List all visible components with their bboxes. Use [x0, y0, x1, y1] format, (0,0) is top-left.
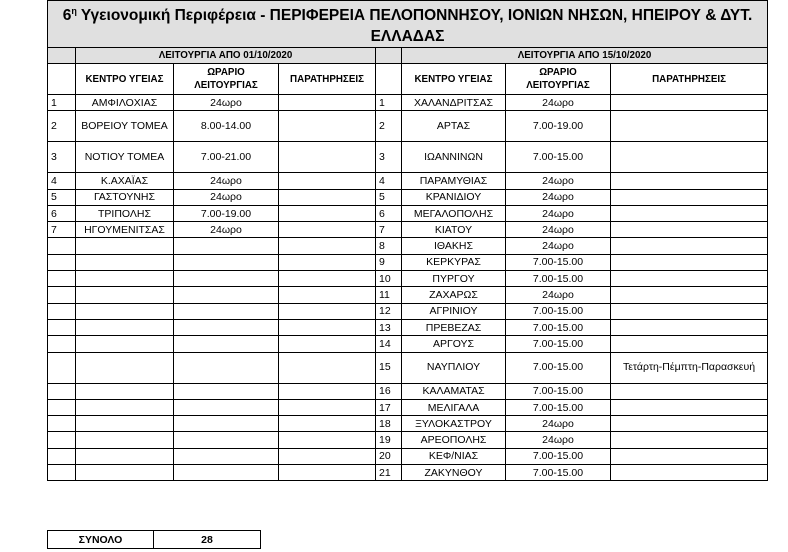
empty-cell	[279, 465, 376, 481]
center-name: ΙΘΑΚΗΣ	[402, 238, 506, 254]
operating-hours: 7.00-15.00	[506, 142, 611, 173]
center-name: ΑΓΡΙΝΙΟΥ	[402, 303, 506, 319]
center-name: Κ.ΑΧΑΪΑΣ	[76, 173, 174, 189]
empty-cell	[76, 319, 174, 335]
row-number: 6	[48, 205, 76, 221]
empty-cell	[48, 465, 76, 481]
center-name: ΠΑΡΑΜΥΘΙΑΣ	[402, 173, 506, 189]
empty-cell	[48, 383, 76, 399]
row-number: 3	[376, 142, 402, 173]
empty-cell	[174, 336, 279, 352]
center-name: ΒΟΡΕΙΟΥ ΤΟΜΕΑ	[76, 111, 174, 142]
empty-cell	[174, 352, 279, 383]
empty-cell	[279, 319, 376, 335]
empty-cell	[76, 432, 174, 448]
center-name: ΞΥΛΟΚΑΣΤΡΟΥ	[402, 416, 506, 432]
table-row	[48, 432, 768, 448]
empty-cell	[48, 254, 76, 270]
empty-cell	[279, 303, 376, 319]
empty-cell	[174, 319, 279, 335]
center-name: ΚΕΡΚΥΡΑΣ	[402, 254, 506, 270]
empty-cell	[279, 336, 376, 352]
center-name: ΑΡΓΟΥΣ	[402, 336, 506, 352]
notes-cell	[611, 383, 768, 399]
center-name: ΧΑΛΑΝΔΡΙΤΣΑΣ	[402, 95, 506, 111]
operating-hours: 7.00-15.00	[506, 383, 611, 399]
row-number: 11	[376, 287, 402, 303]
row-number: 13	[376, 319, 402, 335]
notes-cell	[279, 95, 376, 111]
table-row	[48, 383, 768, 399]
center-name: ΚΡΑΝΙΔΙΟΥ	[402, 189, 506, 205]
empty-cell	[76, 287, 174, 303]
empty-cell	[76, 416, 174, 432]
empty-cell	[48, 48, 76, 64]
row-number: 19	[376, 432, 402, 448]
notes-cell: Τετάρτη-Πέμπτη-Παρασκευή	[611, 352, 768, 383]
table-row	[48, 238, 768, 254]
row-number: 18	[376, 416, 402, 432]
row-number: 10	[376, 271, 402, 287]
empty-cell	[174, 448, 279, 464]
notes-cell	[279, 205, 376, 221]
empty-cell	[76, 352, 174, 383]
row-number: 5	[376, 189, 402, 205]
summary-row	[48, 531, 261, 549]
empty-cell	[279, 432, 376, 448]
center-name: ΜΕΛΙΓΑΛΑ	[402, 399, 506, 415]
notes-cell	[611, 336, 768, 352]
table-row	[48, 111, 768, 142]
notes-cell	[611, 205, 768, 221]
row-number: 9	[376, 254, 402, 270]
row-number: 2	[376, 111, 402, 142]
empty-cell	[279, 399, 376, 415]
notes-cell	[611, 465, 768, 481]
empty-cell	[174, 287, 279, 303]
row-number: 17	[376, 399, 402, 415]
center-name: ΜΕΓΑΛΟΠΟΛΗΣ	[402, 205, 506, 221]
table-row	[48, 287, 768, 303]
empty-cell	[174, 271, 279, 287]
empty-cell	[279, 448, 376, 464]
empty-cell	[174, 238, 279, 254]
row-number: 1	[48, 95, 76, 111]
row-number: 7	[376, 222, 402, 238]
notes-cell	[279, 173, 376, 189]
notes-cell	[611, 319, 768, 335]
row-number: 14	[376, 336, 402, 352]
row-number: 5	[48, 189, 76, 205]
row-number: 4	[376, 173, 402, 189]
table-row	[48, 352, 768, 383]
empty-cell	[48, 416, 76, 432]
row-number: 20	[376, 448, 402, 464]
table-row	[48, 142, 768, 173]
left-section-header: ΛΕΙΤΟΥΡΓΙΑ ΑΠΟ 01/10/2020	[76, 48, 376, 64]
notes-cell	[611, 287, 768, 303]
table-row	[48, 222, 768, 238]
center-name: ΤΡΙΠΟΛΗΣ	[76, 205, 174, 221]
empty-cell	[48, 319, 76, 335]
empty-cell	[174, 399, 279, 415]
center-name: ΠΡΕΒΕΖΑΣ	[402, 319, 506, 335]
row-number: 6	[376, 205, 402, 221]
operating-hours: 24ωρο	[506, 95, 611, 111]
section-header-row	[48, 48, 768, 64]
operating-hours: 24ωρο	[506, 432, 611, 448]
empty-cell	[48, 271, 76, 287]
empty-cell	[174, 254, 279, 270]
table-row	[48, 254, 768, 270]
row-number: 1	[376, 95, 402, 111]
notes-cell	[611, 254, 768, 270]
empty-cell	[279, 271, 376, 287]
notes-cell	[611, 448, 768, 464]
center-name: ΝΑΥΠΛΙΟΥ	[402, 352, 506, 383]
notes-cell	[279, 111, 376, 142]
operating-hours: 7.00-15.00	[506, 271, 611, 287]
table-row	[48, 448, 768, 464]
empty-cell	[76, 303, 174, 319]
notes-cell	[611, 189, 768, 205]
center-name: ΚΑΛΑΜΑΤΑΣ	[402, 383, 506, 399]
operating-hours: 8.00-14.00	[174, 111, 279, 142]
center-name: ΑΡΤΑΣ	[402, 111, 506, 142]
table-row	[48, 319, 768, 335]
notes-cell	[611, 399, 768, 415]
empty-cell	[279, 254, 376, 270]
center-name: ΖΑΚΥΝΘΟΥ	[402, 465, 506, 481]
column-header-row	[48, 64, 768, 95]
empty-cell	[174, 303, 279, 319]
summary-value: 28	[154, 531, 261, 549]
notes-cell	[279, 142, 376, 173]
empty-cell	[174, 416, 279, 432]
empty-cell	[48, 336, 76, 352]
center-name: ΑΜΦΙΛΟΧΙΑΣ	[76, 95, 174, 111]
health-centers-table	[47, 0, 768, 481]
empty-cell	[76, 271, 174, 287]
row-number: 4	[48, 173, 76, 189]
operating-hours: 24ωρο	[506, 287, 611, 303]
operating-hours: 24ωρο	[174, 222, 279, 238]
center-name: ΚΕΦ/ΝΙΑΣ	[402, 448, 506, 464]
empty-cell	[48, 399, 76, 415]
empty-cell	[279, 416, 376, 432]
empty-cell	[76, 448, 174, 464]
table-row	[48, 95, 768, 111]
center-name: ΗΓΟΥΜΕΝΙΤΣΑΣ	[76, 222, 174, 238]
empty-cell	[279, 383, 376, 399]
center-name: ΝΟΤΙΟΥ ΤΟΜΕΑ	[76, 142, 174, 173]
center-name: ΚΙΑΤΟΥ	[402, 222, 506, 238]
operating-hours: 7.00-19.00	[506, 111, 611, 142]
operating-hours: 7.00-15.00	[506, 465, 611, 481]
empty-cell	[174, 383, 279, 399]
empty-cell	[174, 432, 279, 448]
page-title: $6^\eta$ Υγειονομική Περιφέρεια - ΠΕΡΙΦΕΡΕΙΑ ΠΕΛΟΠΟΝΝΗΣΟΥ, ΙΟΝΙΩΝ ΝΗΣΩΝ, ΗΠΕΙΡΟΥ & ΔΥΤ. ΕΛΛΑΔΑΣ	[48, 1, 768, 48]
empty-cell	[279, 287, 376, 303]
empty-cell	[48, 303, 76, 319]
operating-hours: 7.00-15.00	[506, 448, 611, 464]
notes-cell	[611, 432, 768, 448]
operating-hours: 24ωρο	[506, 238, 611, 254]
notes-cell	[611, 222, 768, 238]
empty-cell	[279, 352, 376, 383]
operating-hours: 24ωρο	[506, 173, 611, 189]
right-col-hours: ΩΡΑΡΙΟ ΛΕΙΤΟΥΡΓΙΑΣ	[506, 64, 611, 95]
left-col-hours: ΩΡΑΡΙΟ ΛΕΙΤΟΥΡΓΙΑΣ	[174, 64, 279, 95]
center-name: ΓΑΣΤΟΥΝΗΣ	[76, 189, 174, 205]
table-row	[48, 399, 768, 415]
operating-hours: 24ωρο	[506, 222, 611, 238]
row-number: 7	[48, 222, 76, 238]
operating-hours: 24ωρο	[506, 416, 611, 432]
empty-cell	[48, 448, 76, 464]
empty-cell	[174, 465, 279, 481]
row-number: 21	[376, 465, 402, 481]
operating-hours: 7.00-15.00	[506, 352, 611, 383]
empty-cell	[48, 287, 76, 303]
table-row	[48, 416, 768, 432]
right-col-notes: ΠΑΡΑΤΗΡΗΣΕΙΣ	[611, 64, 768, 95]
operating-hours: 24ωρο	[506, 205, 611, 221]
operating-hours: 7.00-15.00	[506, 336, 611, 352]
empty-cell	[76, 465, 174, 481]
notes-cell	[611, 142, 768, 173]
operating-hours: 24ωρο	[174, 173, 279, 189]
row-number: 15	[376, 352, 402, 383]
notes-cell	[611, 95, 768, 111]
operating-hours: 7.00-21.00	[174, 142, 279, 173]
center-name: ΙΩΑΝΝΙΝΩΝ	[402, 142, 506, 173]
row-number: 12	[376, 303, 402, 319]
row-number: 16	[376, 383, 402, 399]
operating-hours: 7.00-15.00	[506, 319, 611, 335]
empty-cell	[376, 64, 402, 95]
operating-hours: 7.00-19.00	[174, 205, 279, 221]
operating-hours: 24ωρο	[174, 189, 279, 205]
empty-cell	[76, 238, 174, 254]
notes-cell	[279, 222, 376, 238]
notes-cell	[611, 173, 768, 189]
table-row	[48, 271, 768, 287]
notes-cell	[611, 111, 768, 142]
table-row	[48, 205, 768, 221]
summary-label: ΣΥΝΟΛΟ	[48, 531, 154, 549]
center-name: ΑΡΕΟΠΟΛΗΣ	[402, 432, 506, 448]
table-row	[48, 336, 768, 352]
empty-cell	[48, 432, 76, 448]
table-row	[48, 303, 768, 319]
row-number: 3	[48, 142, 76, 173]
operating-hours: 7.00-15.00	[506, 399, 611, 415]
row-number: 2	[48, 111, 76, 142]
empty-cell	[76, 254, 174, 270]
empty-cell	[48, 64, 76, 95]
table-row	[48, 465, 768, 481]
table-row	[48, 189, 768, 205]
left-col-notes: ΠΑΡΑΤΗΡΗΣΕΙΣ	[279, 64, 376, 95]
center-name: ΠΥΡΓΟΥ	[402, 271, 506, 287]
table-row	[48, 173, 768, 189]
operating-hours: 24ωρο	[506, 189, 611, 205]
left-col-center: ΚΕΝΤΡΟ ΥΓΕΙΑΣ	[76, 64, 174, 95]
empty-cell	[76, 399, 174, 415]
summary-table	[47, 530, 261, 549]
right-col-center: ΚΕΝΤΡΟ ΥΓΕΙΑΣ	[402, 64, 506, 95]
empty-cell	[48, 238, 76, 254]
center-name: ΖΑΧΑΡΩΣ	[402, 287, 506, 303]
operating-hours: 24ωρο	[174, 95, 279, 111]
notes-cell	[611, 238, 768, 254]
notes-cell	[611, 416, 768, 432]
operating-hours: 7.00-15.00	[506, 303, 611, 319]
title-row	[48, 1, 768, 48]
empty-cell	[376, 48, 402, 64]
notes-cell	[611, 303, 768, 319]
empty-cell	[279, 238, 376, 254]
empty-cell	[76, 336, 174, 352]
empty-cell	[48, 352, 76, 383]
operating-hours: 7.00-15.00	[506, 254, 611, 270]
empty-cell	[76, 383, 174, 399]
row-number: 8	[376, 238, 402, 254]
notes-cell	[611, 271, 768, 287]
right-section-header: ΛΕΙΤΟΥΡΓΙΑ ΑΠΟ 15/10/2020	[402, 48, 768, 64]
notes-cell	[279, 189, 376, 205]
